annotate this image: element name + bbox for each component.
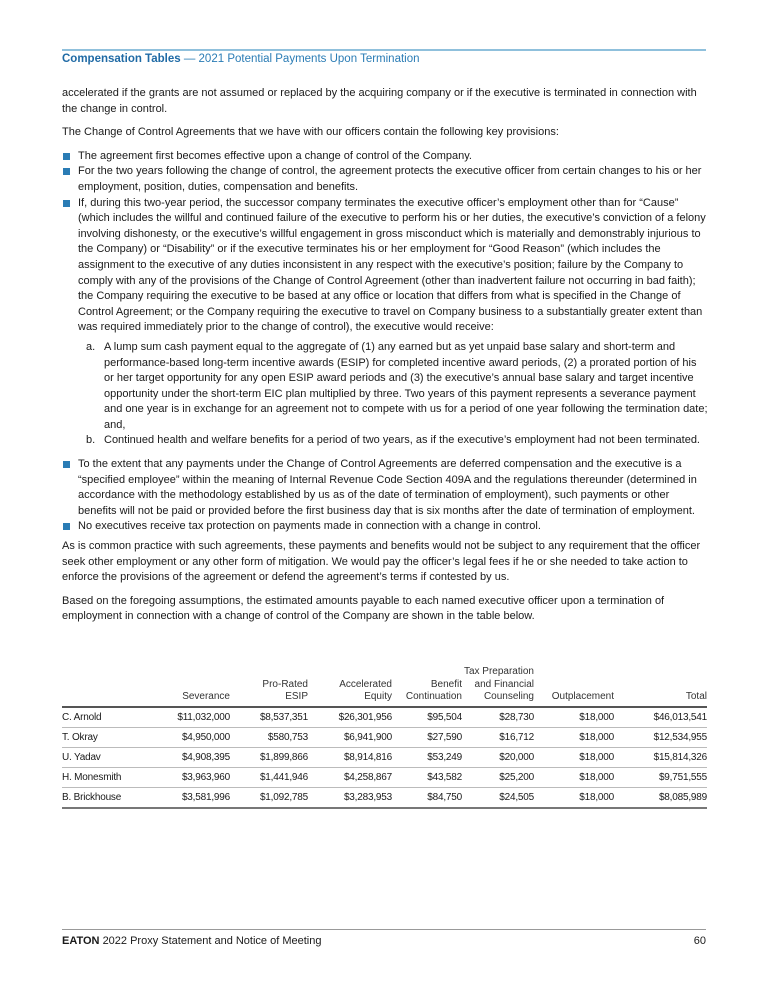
body-content xyxy=(62,86,708,633)
paragraph: accelerated if the grants are not assumed or replaced by the acquiring company or if the executive is terminated in connection with the change in control. xyxy=(62,87,697,115)
amount-cell: $3,581,996 xyxy=(152,787,230,808)
sub-list xyxy=(78,340,708,449)
column-header xyxy=(462,666,534,707)
amount-cell: $3,283,953 xyxy=(308,787,392,808)
column-header xyxy=(152,666,230,707)
amount-cell: $11,032,000 xyxy=(152,707,230,728)
column-header-line xyxy=(62,679,152,692)
header-section: Compensation Tables xyxy=(62,53,181,65)
list-item xyxy=(62,519,708,535)
column-header-line: Pro-Rated xyxy=(262,678,308,690)
amount-cell: $18,000 xyxy=(534,707,614,728)
amount-cell: $8,914,816 xyxy=(308,747,392,767)
amount-cell: $580,753 xyxy=(230,727,308,747)
amount-cell: $8,537,351 xyxy=(230,707,308,728)
list-item xyxy=(62,164,708,195)
column-header-line: Total xyxy=(685,691,707,702)
amount-cell: $27,590 xyxy=(392,727,462,747)
amount-cell: $6,941,900 xyxy=(308,727,392,747)
amount-cell: $46,013,541 xyxy=(614,707,707,728)
executive-name-cell: H. Monesmith xyxy=(62,767,152,787)
column-header-line: ESIP xyxy=(285,691,308,702)
column-header-line xyxy=(308,666,392,679)
column-header-line: Severance xyxy=(182,691,230,702)
bullet-square-icon xyxy=(63,153,70,160)
amount-cell: $16,712 xyxy=(462,727,534,747)
amount-cell: $84,750 xyxy=(392,787,462,808)
list-item xyxy=(62,457,708,519)
amount-cell: $20,000 xyxy=(462,747,534,767)
table-row xyxy=(62,787,707,808)
amount-cell: $18,000 xyxy=(534,747,614,767)
footer-rule xyxy=(62,929,706,930)
header-subtitle: — 2021 Potential Payments Upon Termination xyxy=(183,53,420,65)
list-item-text: For the two years following the change of control, the agreement protects the executive officer from certain changes to his or her employment, position, duties, compensation and benefits. xyxy=(78,165,702,193)
paragraph: The Change of Control Agreements that we have with our officers contain the following key provisions: xyxy=(62,126,559,139)
sub-item-text: Continued health and welfare benefits for a period of two years, as if the executive’s employment had not been terminated. xyxy=(104,434,700,447)
sub-list-item xyxy=(78,340,708,434)
amount-cell: $43,582 xyxy=(392,767,462,787)
amount-cell: $12,534,955 xyxy=(614,727,707,747)
bullet-square-icon xyxy=(63,523,70,530)
amount-cell: $18,000 xyxy=(534,787,614,808)
column-header-line: and Financial xyxy=(474,678,534,690)
sub-item-text: A lump sum cash payment equal to the aggregate of (1) any earned but as yet unpaid base salary and short-term and performance-based long-term incentive awards (ESIP) for completed incentive award periods, (2) a prorated portion of his or her target opportunity for any open ESIP award periods and (3) the executive’s annual base salary and target incentive opportunity under the short-term EIC plan multiplied by three. Two years of this payment represents a severance payment and one year is in exchange for an agreement not to compete with us for a period of one year following the termination date; and, xyxy=(104,340,708,431)
column-header xyxy=(308,666,392,707)
table-row xyxy=(62,767,707,787)
list-item xyxy=(62,149,708,165)
list-item xyxy=(62,196,708,450)
amount-cell: $53,249 xyxy=(392,747,462,767)
sub-list-item xyxy=(78,433,708,449)
provisions-list xyxy=(62,149,708,535)
column-header-line xyxy=(62,691,152,704)
column-header-line xyxy=(534,666,614,679)
column-header-line: Accelerated xyxy=(339,678,392,690)
sub-marker: a. xyxy=(86,340,96,353)
amount-cell: $9,751,555 xyxy=(614,767,707,787)
column-header-line: Benefit xyxy=(430,678,462,690)
list-item-text: To the extent that any payments under the Change of Control Agreements are deferred compensation and the executive is a “specified employee” within the meaning of Internal Revenue Code Section 409A and the regulations thereunder (determined in accordance with the methodology established by us as of the date of termination of employment), such payments or other benefits will not be paid or provided before the first business day that is six months after the date of termination of employment. xyxy=(78,458,697,517)
column-header xyxy=(614,666,707,707)
amount-cell: $1,899,866 xyxy=(230,747,308,767)
column-header xyxy=(230,666,308,707)
column-header-line xyxy=(62,666,152,679)
amount-cell: $3,963,960 xyxy=(152,767,230,787)
amount-cell: $1,092,785 xyxy=(230,787,308,808)
header-rule xyxy=(62,49,706,51)
table-row xyxy=(62,747,707,767)
column-header-line xyxy=(614,679,707,692)
amount-cell: $1,441,946 xyxy=(230,767,308,787)
footer-brand: EATON xyxy=(62,935,100,947)
column-header-line xyxy=(392,666,462,679)
footer xyxy=(62,935,321,947)
column-header-line xyxy=(152,666,230,679)
bullet-square-icon xyxy=(63,200,70,207)
executive-name-cell: T. Okray xyxy=(62,727,152,747)
amount-cell: $15,814,326 xyxy=(614,747,707,767)
page-number: 60 xyxy=(693,935,706,947)
list-item-text: No executives receive tax protection on payments made in connection with a change in control. xyxy=(78,520,541,533)
column-header-line xyxy=(614,666,707,679)
amount-cell: $18,000 xyxy=(534,727,614,747)
column-header-line xyxy=(534,679,614,692)
bullet-square-icon xyxy=(63,461,70,468)
paragraph: As is common practice with such agreements, these payments and benefits would not be subject to any requirement that the officer seek other employment or any other form of mitigation. We would pay the officer’s legal fees if he or she needed to take action to enforce the provisions of the agreement or defend the agreement’s terms if contested by us. xyxy=(62,540,701,584)
footer-title: 2022 Proxy Statement and Notice of Meeting xyxy=(102,935,322,947)
column-header xyxy=(392,666,462,707)
amount-cell: $26,301,956 xyxy=(308,707,392,728)
column-header xyxy=(534,666,614,707)
sub-marker: b. xyxy=(86,434,96,447)
executive-name-cell: B. Brickhouse xyxy=(62,787,152,808)
change-of-control-payments-table xyxy=(62,666,707,809)
executive-name-cell: U. Yadav xyxy=(62,747,152,767)
column-header-line xyxy=(230,666,308,679)
amount-cell: $24,505 xyxy=(462,787,534,808)
table-header-row xyxy=(62,666,707,707)
list-item-text: The agreement first becomes effective upon a change of control of the Company. xyxy=(78,149,472,162)
amount-cell: $8,085,989 xyxy=(614,787,707,808)
column-header-line: Tax Preparation xyxy=(463,666,534,677)
amount-cell: $4,908,395 xyxy=(152,747,230,767)
bullet-square-icon xyxy=(63,168,70,175)
running-header xyxy=(62,53,420,65)
list-item-text: If, during this two-year period, the successor company terminates the executive officer’s employment other than for “Cause” (which includes the willful and continued failure of the executive to perform his or her duties, the executive’s conviction of a felony involving dishonesty, or the executive’s willful engagement in gross misconduct which is materially and demonstrably injurious to the Company) or “Disability” or if the executive terminates his or her employment for “Good Reason” (which includes the assignment to the executive of any duties inconsistent in any respect with the executive’s position; failure by the Company to comply with any of the provisions of the Change of Control Agreement (other than inadvertent failure not occurring in bad faith); the Company requiring the executive to be based at any office or location that differs from what is specified in the Change of Control Agreement; or the Company requiring the executive to travel on Company business to a substantially greater extent than was required immediately prior to the change of control), the executive would receive: xyxy=(78,196,706,334)
table-row xyxy=(62,727,707,747)
executive-name-cell: C. Arnold xyxy=(62,707,152,728)
table-row xyxy=(62,707,707,728)
amount-cell: $4,258,867 xyxy=(308,767,392,787)
column-header-line: Counseling xyxy=(483,691,534,702)
column-header-line: Continuation xyxy=(405,691,462,702)
amount-cell: $25,200 xyxy=(462,767,534,787)
amount-cell: $18,000 xyxy=(534,767,614,787)
amount-cell: $28,730 xyxy=(462,707,534,728)
amount-cell: $95,504 xyxy=(392,707,462,728)
paragraph: Based on the foregoing assumptions, the estimated amounts payable to each named executive officer upon a termination of employment in connection with a change of control of the Company are shown in the table below. xyxy=(62,594,665,623)
amount-cell: $4,950,000 xyxy=(152,727,230,747)
column-header-line: Outplacement xyxy=(551,691,614,702)
column-header-line xyxy=(152,679,230,692)
column-header xyxy=(62,666,152,707)
column-header-line: Equity xyxy=(364,691,392,702)
